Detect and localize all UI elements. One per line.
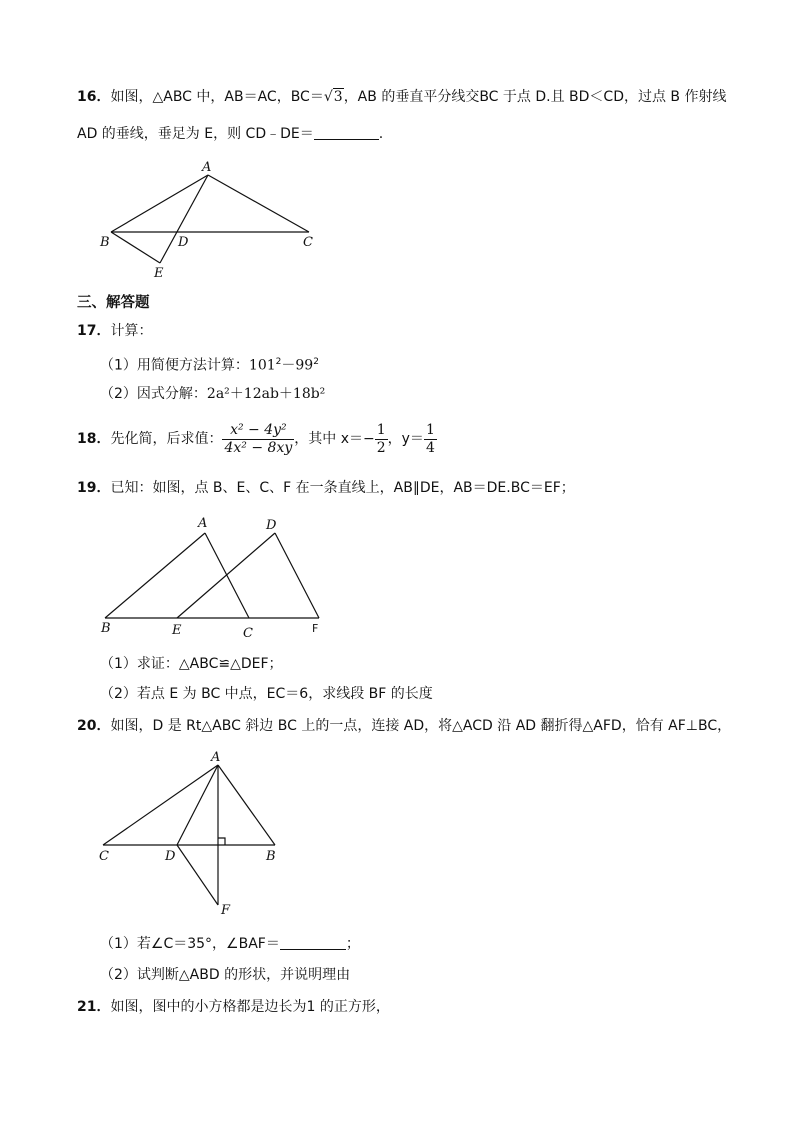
q16-sqrt3: √3 [323,89,343,105]
q20-seg-DF [177,845,218,905]
q20-number: 20． [77,718,111,734]
q20-part1: （1）若∠C＝35°，∠BAF＝ ； [100,936,360,952]
q19-label-F: F [312,622,319,635]
q20-seg-AD [177,765,218,845]
q19-seg-DF [275,533,319,618]
q19-part1: （1）求证：△ABC≌△DEF； [100,656,283,672]
q19-label-A: A [198,516,208,531]
q19-seg-ED [177,533,275,618]
q19-stem: 19．已知：如图，点 B、E、C、F 在一条直线上，AB∥DE，AB＝DE.BC＝EF； [77,480,575,496]
q19-label-E: E [172,623,182,638]
q20-figure [95,748,295,923]
q19-label-B: B [101,621,111,636]
q19-seg-BA [105,533,205,618]
q16-text-2: ，AB 的垂直平分线交BC 于点 D.且 BD＜CD，过点 B 作射线 [343,89,727,105]
q20-label-F: F [221,903,231,918]
q16-text-3: AD 的垂线，垂足为 E，则 CD﹣DE＝ [77,126,314,142]
q20-stem: 20．如图，D 是 Rt△ABC 斜边 BC 上的一点，连接 AD，将△ACD 沿 AD 翻折得△AFD，恰有 AF⊥BC， [77,718,732,734]
q16-label-E: E [154,266,164,281]
q20-label-D: D [165,849,176,864]
q16-label-C: C [303,235,313,250]
q20-label-C: C [99,849,109,864]
q20-seg-AB [218,765,275,845]
q16-figure [95,155,355,285]
q17-part1: （1）用简便方法计算：$101^2-99^2$ [100,357,319,374]
q20-label-B: B [266,849,276,864]
q16-seg-BA [111,175,208,232]
q20-label-A: A [211,750,221,765]
q19-figure [95,512,335,642]
q20-right-angle-mark [218,838,225,845]
q16-seg-AC [208,175,309,232]
q18-line: 18．先化简，后求值： $\frac{\text{x² − 4y²}}{\text{4x² − 8xy}}$ ，其中 x＝− $\frac{1}{2}$ ，y＝ $\frac{1}{4}$ [77,421,435,456]
q20-answer-blank[interactable] [280,935,346,950]
q17-number: 17． [77,323,111,339]
q16-number: 16． [77,89,111,105]
q21-number: 21． [77,999,111,1015]
q19-seg-AC [205,533,249,618]
q21-stem: 21．如图，图中的小方格都是边长为1 的正方形， [77,999,390,1015]
q18-y-fraction: $\frac{1}{4}$ [425,421,435,456]
q19-label-C: C [243,626,253,641]
q20-seg-CA [103,765,218,845]
q18-x-fraction: $\frac{1}{2}$ [376,421,386,456]
q18-fraction: $\frac{\text{x² − 4y²}}{\text{4x² − 8xy}}$ [224,421,293,456]
q16-label-D: D [178,235,189,250]
q16-answer-blank[interactable] [314,125,379,140]
section-3-title: 三、解答题 [77,295,150,311]
q16-seg-BE [111,232,160,263]
q17-part2: （2）因式分解：2a²＋12ab＋18b² [100,386,326,402]
q20-part2: （2）试判断△ABD 的形状，并说明理由 [100,967,351,983]
q16-line2: AD 的垂线，垂足为 E，则 CD﹣DE＝ . [77,126,384,142]
q16-text-1: 如图，△ABC 中，AB＝AC，BC＝ [110,89,324,105]
q19-label-D: D [266,518,277,533]
q16-line1 [77,87,726,107]
q19-part2: （2）若点 E 为 BC 中点，EC＝6，求线段 BF 的长度 [100,686,433,702]
q19-number: 19． [77,480,111,496]
q16-label-B: B [100,235,110,250]
q17-stem: 17．计算： [77,323,153,339]
q16-label-A: A [202,160,212,175]
q18-number: 18． [77,431,111,447]
